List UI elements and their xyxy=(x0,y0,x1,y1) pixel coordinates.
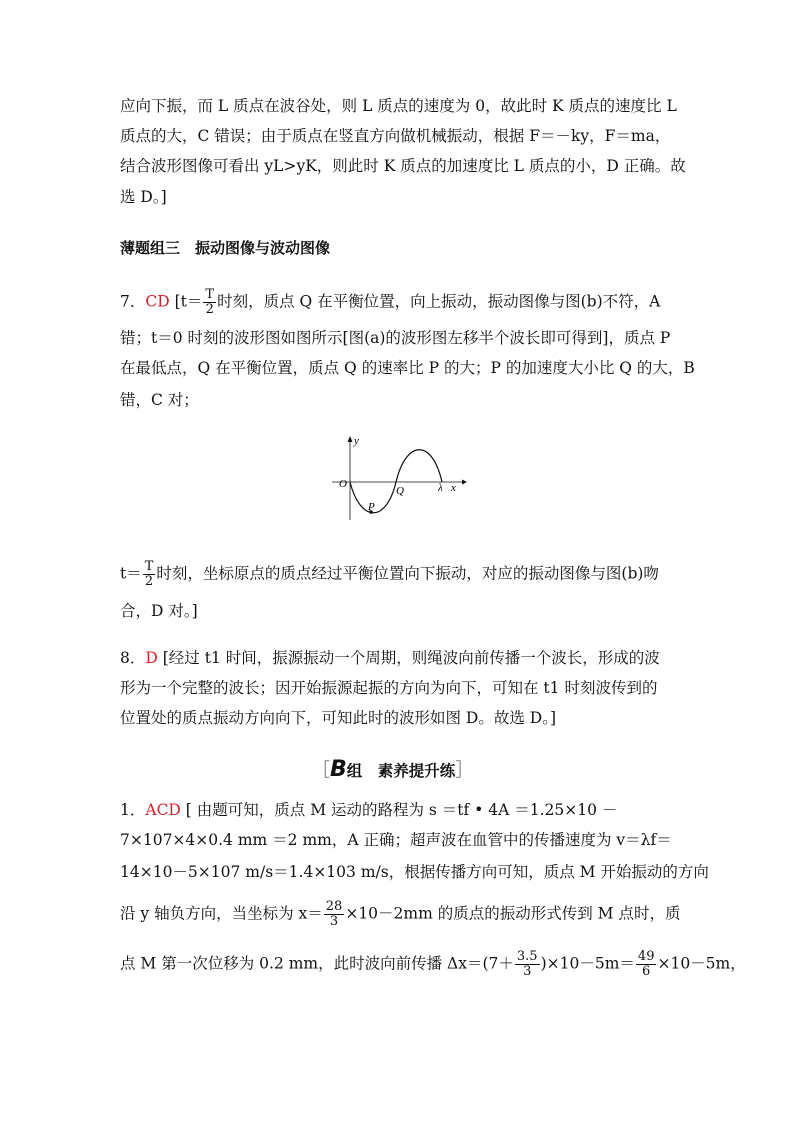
fraction-denominator: 2 xyxy=(144,574,154,589)
lambda-label: λ xyxy=(438,482,443,494)
q7-line5-b: 时刻，坐标原点的质点经过平衡位置向下振动，对应的振动图像与图(b)吻 xyxy=(156,564,659,583)
section-heading: 薄题组三 振动图像与波动图像 xyxy=(120,239,331,257)
para1-line2: 质点的大，C 错误；由于质点在竖直方向做机械振动，根据 F＝－ky，F＝ma， xyxy=(120,127,671,145)
origin-label: O xyxy=(339,478,347,490)
q-label: Q xyxy=(396,485,404,497)
p-label: P xyxy=(368,501,375,513)
y-axis-label: y xyxy=(354,435,359,447)
q7-line1 xyxy=(120,288,660,317)
fraction-3-5-over-3 xyxy=(515,950,540,979)
x-axis-arrow xyxy=(462,480,467,485)
fraction-denominator: 3 xyxy=(523,964,532,979)
b1-line2: 7×107×4×0.4 mm ＝2 mm，A 正确；超声波在血管中的传播速度为 v＝λf＝ xyxy=(120,831,672,849)
banner-title: 组 素养提升练 xyxy=(346,762,456,780)
y-axis-arrow xyxy=(348,436,353,442)
b1-line3: 14×10－5×107 m/s＝1.4×103 m/s，根据传播方向可知，质点 M 开始振动的方向 xyxy=(120,863,709,881)
q7-line3: 在最低点，Q 在平衡位置，质点 Q 的速率比 P 的大；P 的加速度大小比 Q 的大，B xyxy=(120,359,695,377)
fraction-t-over-2 xyxy=(203,288,216,317)
fraction-denominator: 3 xyxy=(329,914,339,929)
q7-line5 xyxy=(120,560,659,589)
q7-number: 7． xyxy=(120,292,146,311)
q7-line5-a: t＝ xyxy=(120,564,142,583)
q7-line1-b: 时刻，质点 Q 在平衡位置，向上振动，振动图像与图(b)不符，A xyxy=(217,292,661,311)
fraction-numerator: 3.5 xyxy=(516,949,538,964)
b1-line4-b: ×10－2mm 的质点的振动形式传到 M 点时，质 xyxy=(345,904,681,923)
x-axis-label: x xyxy=(451,482,456,494)
fraction-denominator: 6 xyxy=(642,964,651,979)
b1-number: 1． xyxy=(120,801,146,819)
sine-wave xyxy=(350,450,442,513)
b1-answer: ACD xyxy=(145,801,181,819)
q7-line1-a: [t＝ xyxy=(174,292,203,311)
waveform-figure xyxy=(330,432,470,522)
fraction-numerator: T xyxy=(205,287,215,302)
fraction-denominator: 2 xyxy=(205,302,214,317)
b1-line5-c: ×10－5m， xyxy=(657,954,746,973)
fraction-numerator: 28 xyxy=(325,899,343,914)
b1-line5 xyxy=(120,950,746,979)
q8-line3: 位置处的质点振动方向向下，可知此时的波形如图 D。故选 D。] xyxy=(120,709,557,727)
fraction-numerator: 49 xyxy=(637,949,655,964)
fraction-numerator: T xyxy=(144,559,154,574)
fraction-28-over-3 xyxy=(324,900,345,929)
banner-left-bracket: ［ xyxy=(312,760,330,781)
para1-line3: 结合波形图像可看出 yL>yK，则此时 K 质点的加速度比 L 质点的小，D 正确。故 xyxy=(120,157,686,175)
b1-line5-b: )×10－5m＝ xyxy=(540,954,635,973)
b1-line1 xyxy=(120,800,617,820)
q7-line2: 错；t＝0 时刻的波形图如图所示[图(a)的波形图左移半个波长即可得到]，质点 P xyxy=(120,329,671,347)
fraction-t-over-2-second xyxy=(143,560,156,589)
q7-answer: CD xyxy=(145,292,170,311)
q7-line4: 错，C 对； xyxy=(120,391,199,409)
b1-line1-text: [ 由题可知，质点 M 运动的路程为 s ＝tf • 4A ＝1.25×10 － xyxy=(185,801,618,819)
banner-letter: B xyxy=(330,757,347,782)
para1-line1: 应向下振，而 L 质点在波谷处，则 L 质点的速度为 0，故此时 K 质点的速度比 L xyxy=(120,97,677,115)
q8-line1-text: [经过 t1 时间，振源振动一个周期，则绳波向前传播一个波长，形成的波 xyxy=(162,649,660,667)
fraction-49-over-6 xyxy=(636,950,657,979)
b1-line4-a: 沿 y 轴负方向，当坐标为 x＝ xyxy=(120,904,323,923)
q8-answer: D xyxy=(145,649,158,667)
banner-right-bracket: ］ xyxy=(455,760,474,781)
q8-number: 8． xyxy=(120,649,146,667)
b1-line5-a: 点 M 第一次位移为 0.2 mm，此时波向前传播 Δx＝(7＋ xyxy=(120,954,514,973)
q8-line1 xyxy=(120,648,660,668)
group-b-banner xyxy=(312,756,473,782)
q7-line6: 合，D 对。] xyxy=(120,602,198,620)
b1-line4 xyxy=(120,900,680,929)
q8-line2: 形为一个完整的波长；因开始振源起振的方向为向下，可知在 t1 时刻波传到的 xyxy=(120,679,658,697)
para1-line4: 选 D。] xyxy=(120,188,167,206)
